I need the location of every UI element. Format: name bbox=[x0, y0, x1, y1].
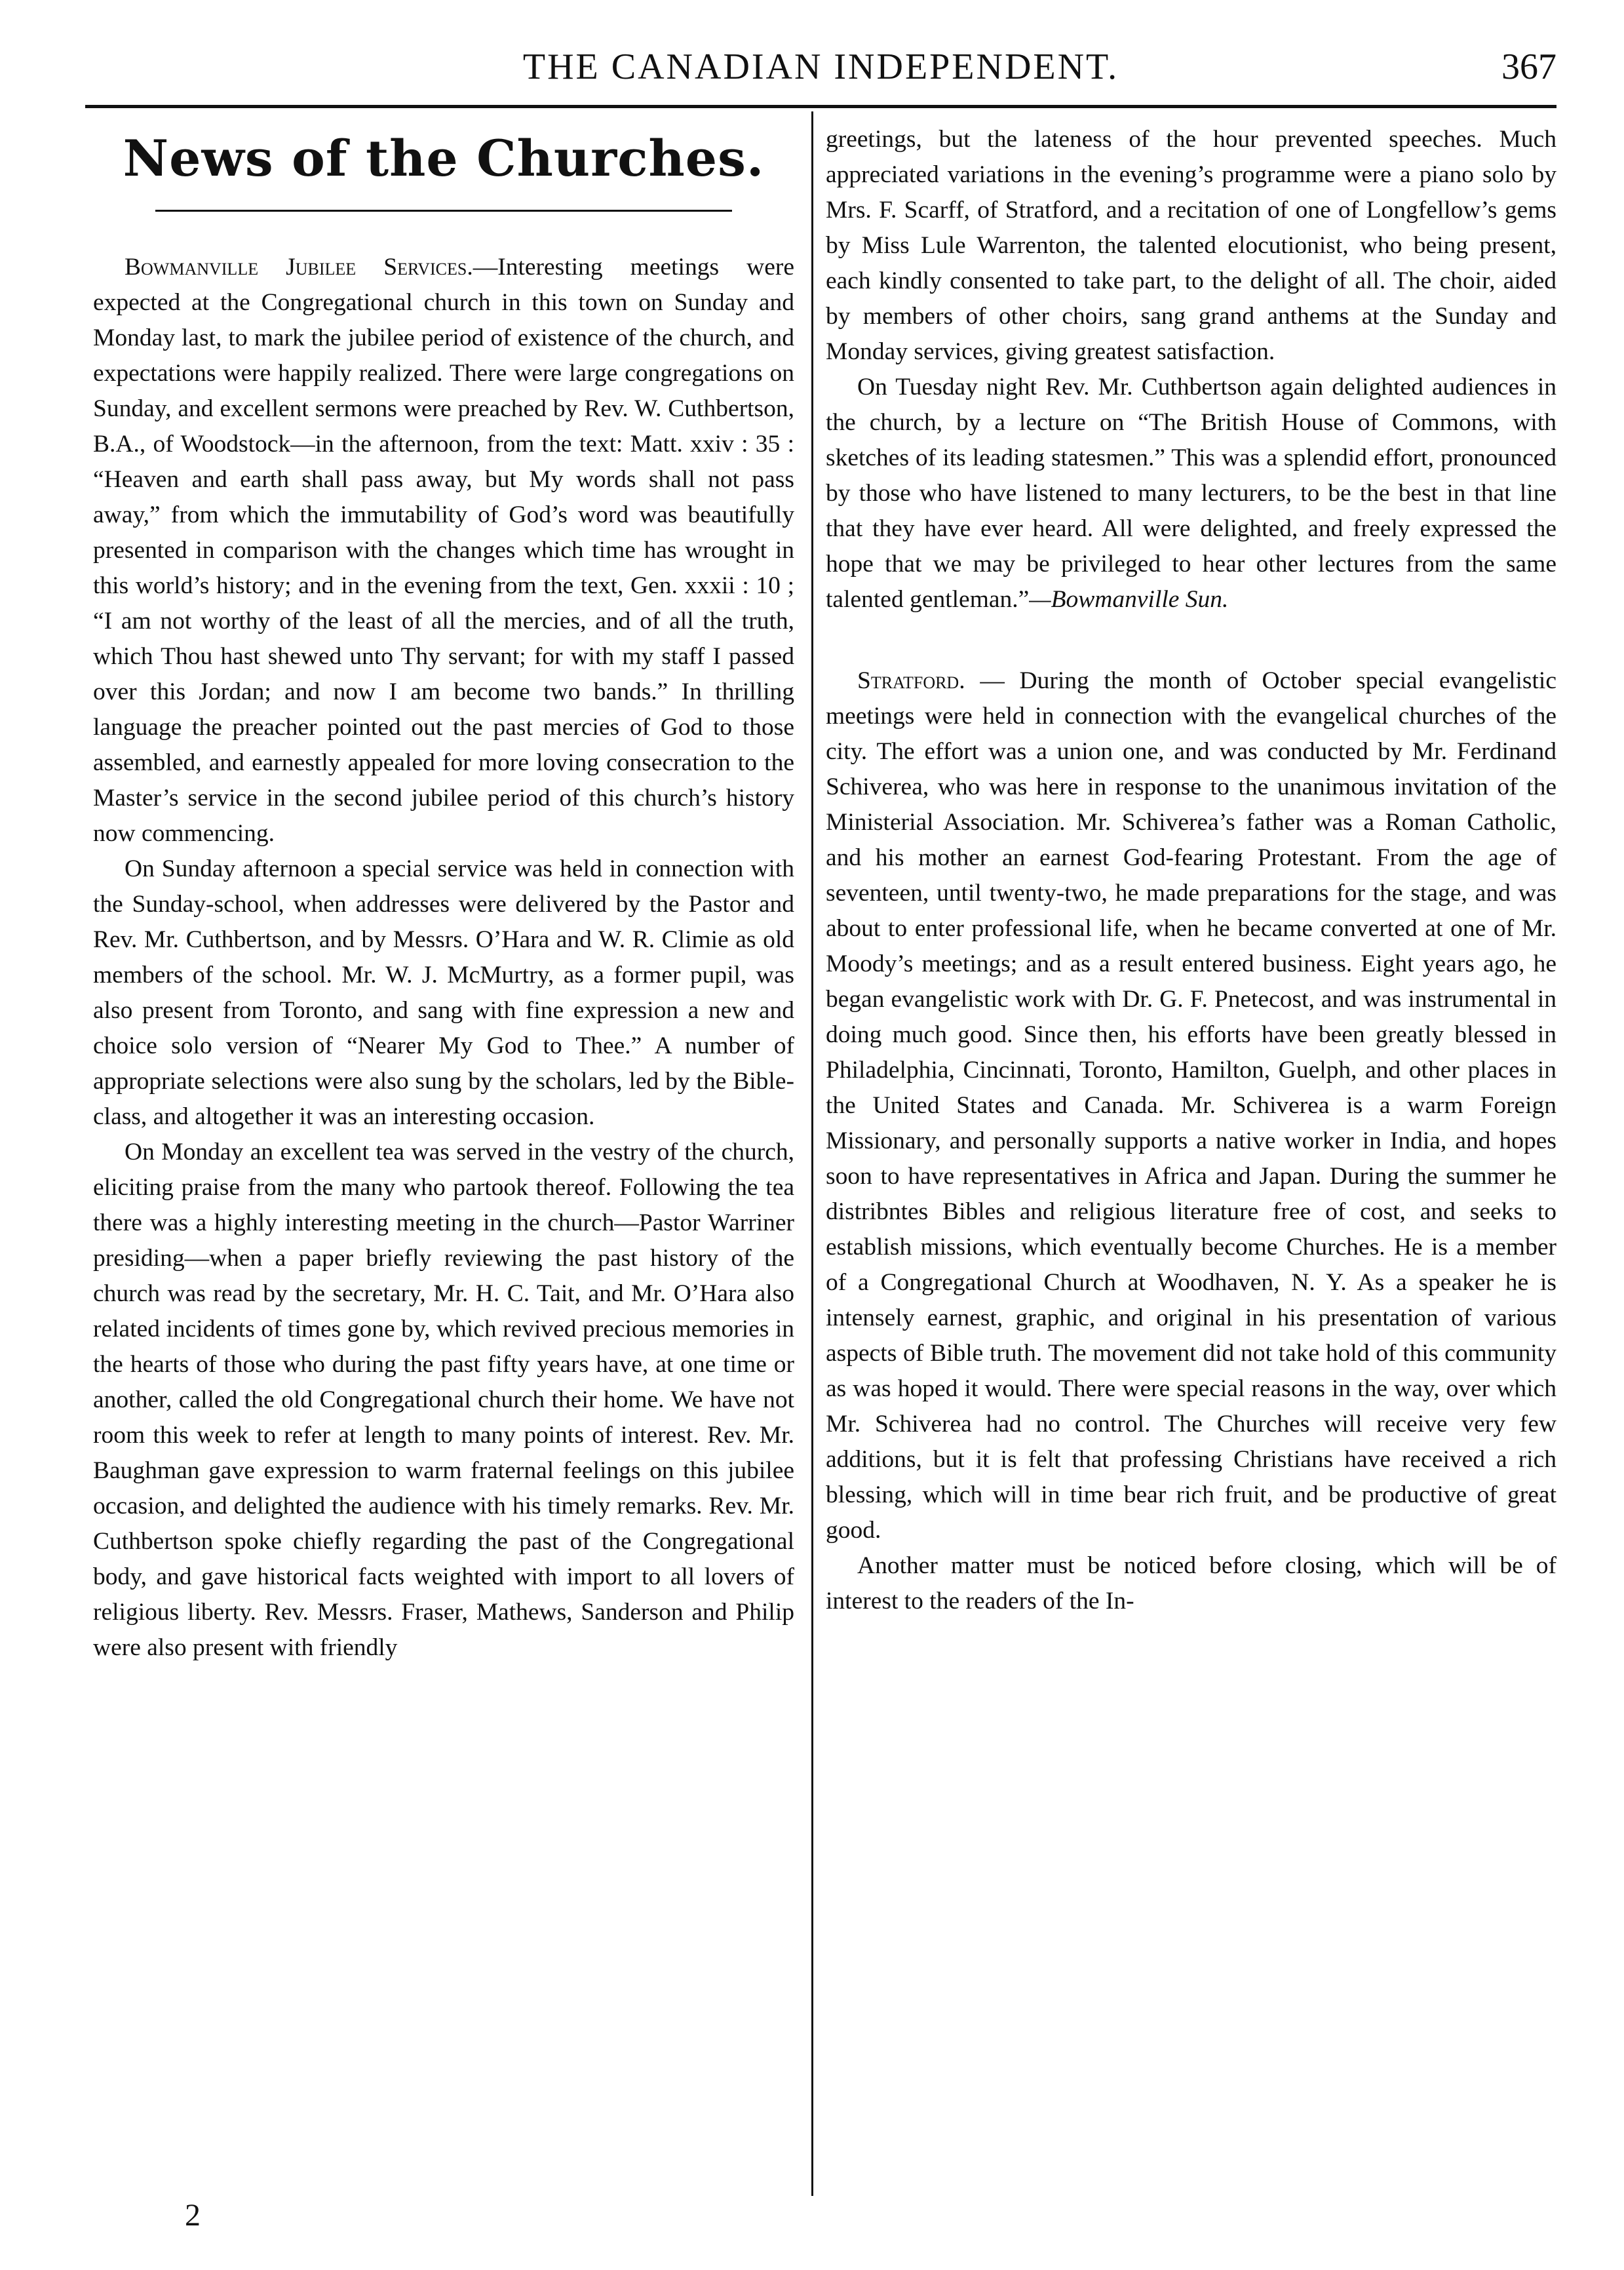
bowmanville-source: —Bowmanville Sun. bbox=[1029, 586, 1229, 613]
bowmanville-paragraph-3: On Monday an excellent tea was served in the vestry of the church, eliciting praise from the many who partook thereof. Following the tea there was a highly interesting meeting in the church—Pastor Warriner presiding—when a paper briefly reviewing the past history of the church was read by the secretary, Mr. H. C. Tait, and Mr. O’Hara also related incidents of times gone by, which revived precious memories in the hearts of those who during the past fifty years have, at one time or another, called the old Congregational church their home. We have not room this week to refer at length to many points of interest. Rev. Mr. Baughman gave expression to warm fraternal feelings on this jubilee occasion, and delighted the audience with his timely remarks. Rev. Mr. Cuthbertson spoke chiefly regarding the past of the Congregational body, and gave historical facts weighted with import to all lovers of religious liberty. Rev. Messrs. Fraser, Mathews, Sanderson and Philip were also present with friendly bbox=[93, 1139, 794, 1661]
bowmanville-paragraph-1 bbox=[93, 250, 794, 851]
heading-rule bbox=[155, 210, 732, 212]
running-head bbox=[85, 41, 1556, 100]
journal-title: THE CANADIAN INDEPENDENT. bbox=[522, 47, 1119, 87]
page-number: 367 bbox=[1501, 47, 1556, 87]
right-column bbox=[826, 122, 1556, 1619]
signature-mark: 2 bbox=[185, 2198, 201, 2233]
section-heading: News of the Churches. bbox=[123, 129, 765, 187]
column-divider bbox=[811, 111, 813, 2196]
stratford-lead: Stratford. bbox=[857, 667, 965, 694]
bowmanville-paragraph-2: On Sunday afternoon a special service was held in connection with the Sunday-school, when addresses were delivered by the Pastor and Rev. Mr. Cuthbertson, and by Messrs. O’Hara and W. R. Climie as old members of the school. Mr. W. J. McMurtry, as a former pupil, was also present from Toronto, and sang with fine expression a new and choice solo version of “Nearer My God to Thee.” A number of appropriate selections were also sung by the scholars, led by the Bible-class, and altogether it was an interesting occasion. bbox=[93, 855, 794, 1130]
stratford-paragraph-2: Another matter must be noticed before closing, which will be of interest to the readers of the In- bbox=[826, 1552, 1556, 1614]
left-column bbox=[93, 122, 794, 1666]
stratford-paragraph-1-text: — During the month of October special evangelistic meetings were held in connection with the evangelical churches of the city. The effort was a union one, and was conducted by Mr. Ferdinand Schiverea, who was here in response to the unanimous invitation of the Ministerial Association. Mr. Schiverea’s father was a Roman Catholic, and his mother an earnest God-fearing Protestant. From the age of seventeen, until twenty-two, he made preparations for the stage, and was about to enter professional life, when he became converted at one of Mr. Moody’s meetings; and as a result entered business. Eight years ago, he began evangelistic work with Dr. G. F. Pnetecost, and was instrumental in doing much good. Since then, his efforts have been greatly blessed in Philadelphia, Cincinnati, Toronto, Hamilton, Guelph, and other places in the United States and Canada. Mr. Schiverea is a warm Foreign Missionary, and personally supports a native worker in India, and hopes soon to have representatives in Africa and Japan. During the summer he distribntes Bibles and religious literature free of cost, and seeks to establish missions, which eventually become Churches. He is a member of a Congregational Church at Woodhaven, N. Y. As a speaker he is intensely earnest, graphic, and original in his presentation of various aspects of Bible truth. The movement did not take hold of this community as was hoped it would. There were special reasons in the way, over which Mr. Schiverea had no control. The Churches will receive very few additions, but it is felt that professing Christians have received a rich blessing, which will in time bear rich fruit, and be productive of great good. bbox=[826, 667, 1556, 1544]
bowmanville-paragraph-4-text: On Tuesday night Rev. Mr. Cuthbertson again delighted audiences in the church, by a lecture on “The British House of Commons, with sketches of its leading statesmen.” This was a splendid effort, pronounced by those who have listened to many lecturers, to be the best in that line that they have ever heard. All were delighted, and freely expressed the hope that we may be privileged to hear other lectures from the same talented gentleman.” bbox=[826, 374, 1556, 613]
article-separator bbox=[826, 617, 1556, 663]
bowmanville-paragraph-1-text: —Interesting meetings were expected at the Congregational church in this town on Sunday and Monday last, to mark the jubilee period of existence of the church, and expectations were happily realized. There were large congregations on Sunday, and excellent sermons were preached by Rev. W. Cuthbertson, B.A., of Woodstock—in the afternoon, from the text: Matt. xxiv : 35 : “Heaven and earth shall pass away, but My words shall not pass away,” from which the immutability of God’s word was beautifully presented in comparison with the changes which time has wrought in this world’s history; and in the evening from the text, Gen. xxxii : 10 ; “I am not worthy of the least of all the mercies, and of all the truth, which Thou hast shewed unto Thy servant; for with my staff I passed over this Jordan; and now I am become two bands.” In thrilling language the preacher pointed out the past mercies of God to those assembled, and earnestly appealed for more loving consecration to the Master’s service in the second jubilee period of this church’s history now commencing. bbox=[93, 254, 794, 847]
bowmanville-paragraph-3-continued: greetings, but the lateness of the hour prevented speeches. Much appreciated variations in the evening’s programme were a piano solo by Mrs. F. Scarff, of Stratford, and a recitation of one of Longfellow’s gems by Miss Lule Warrenton, the talented elocutionist, who being present, each kindly consented to take part, to the delight of all. The choir, aided by members of other choirs, sang grand anthems at the Sunday and Monday services, giving greatest satisfaction. bbox=[826, 126, 1556, 365]
stratford-paragraph-1 bbox=[826, 663, 1556, 1548]
bowmanville-lead: Bowmanville Jubilee Services. bbox=[125, 254, 473, 281]
bowmanville-paragraph-4 bbox=[826, 370, 1556, 617]
header-rule bbox=[85, 105, 1556, 108]
